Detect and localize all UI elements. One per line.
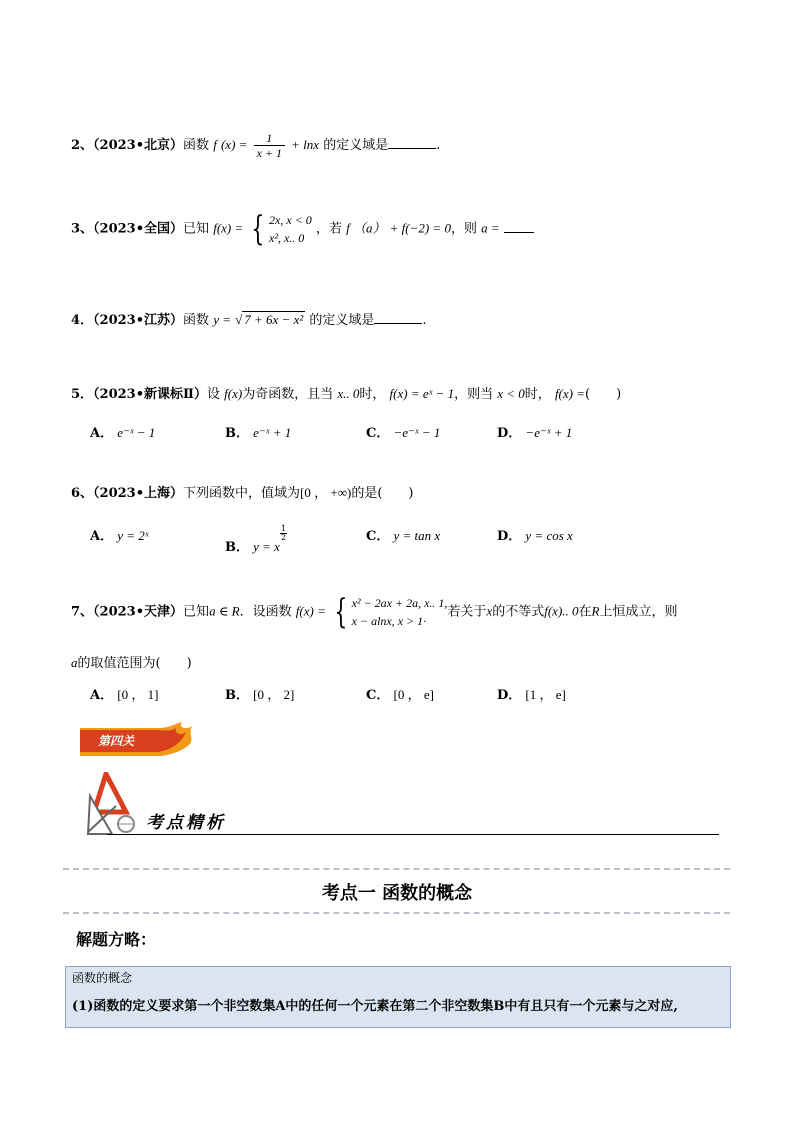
q7-option-d-text: [1 ， e]: [525, 687, 566, 702]
q6-range: [0 ， +∞): [300, 485, 352, 500]
q5-option-c[interactable]: [366, 422, 440, 441]
q5-t3: 时，: [359, 387, 386, 402]
q3-case-1: 2x, x < 0: [269, 213, 312, 227]
q5-text: 设: [207, 387, 221, 402]
q6-option-a-label: A．: [90, 529, 114, 544]
q6-number: 6、: [71, 486, 94, 501]
q7-option-b-text: [0 ， 2]: [253, 687, 295, 702]
q7-option-c-label: C．: [366, 688, 390, 703]
q7-option-a[interactable]: [90, 684, 158, 703]
q5-number: 5．: [71, 387, 94, 402]
q7-brace: {: [334, 592, 348, 632]
q7-line-2: [71, 652, 192, 671]
q2-frac-num: 1: [254, 131, 285, 146]
q2-text: 函数: [183, 138, 210, 153]
q4-end: .: [422, 313, 427, 328]
heading-bottom-rule: [63, 912, 730, 914]
q5-f3: f(x) =: [554, 386, 585, 401]
ruler-compass-icon: [86, 772, 146, 836]
question-4: [71, 309, 427, 328]
q7-option-c[interactable]: [366, 684, 434, 703]
q5-f2: f(x) = eˣ − 1: [389, 386, 455, 401]
q7-t2: ．设函数: [239, 604, 292, 620]
q7-t4: 的不等式: [492, 604, 545, 620]
q2-tail: + lnx: [291, 137, 320, 152]
q7-option-a-label: A．: [90, 688, 114, 703]
question-2: [71, 131, 440, 160]
q6-source: （2023•上海）: [93, 486, 184, 501]
section-underline: [107, 834, 719, 835]
banner-label: 第四关: [98, 734, 135, 748]
section-label: 考点精析: [146, 813, 226, 833]
q3-mid: ，若: [315, 221, 342, 237]
q7-source: （2023•天津）: [93, 604, 184, 620]
q7-case-1: x² − 2ax + 2a, x.. 1,: [351, 596, 448, 610]
heading-top-rule: [63, 868, 730, 870]
q4-text: 函数: [183, 313, 210, 328]
q5-option-a-text: e⁻ˣ − 1: [117, 425, 156, 440]
q5-cond: x.. 0: [337, 386, 360, 401]
q3-fx: f(x) =: [213, 220, 244, 236]
q5-option-d-text: −e⁻ˣ + 1: [525, 425, 573, 440]
question-3: [71, 211, 534, 247]
q7-t5: 在: [578, 604, 592, 620]
q2-after: 的定义域是: [323, 138, 389, 153]
q5-option-c-text: −e⁻ˣ − 1: [393, 425, 441, 440]
q6-option-c-label: C．: [366, 529, 390, 544]
q4-after: 的定义域是: [309, 313, 375, 328]
q2-source: （2023•北京）: [93, 138, 184, 153]
q5-option-b-label: B．: [225, 426, 249, 441]
q5-paren: ( ): [585, 387, 622, 402]
q7-option-d-label: D．: [497, 688, 522, 703]
q6-option-b-exponent: [280, 525, 287, 542]
q7-cases: [352, 594, 448, 630]
q5-t2: 为奇函数，且当: [242, 387, 334, 402]
q7-line2-text: 的取值范围为( ): [77, 656, 192, 671]
q5-source: （2023•新课标Ⅱ）: [93, 387, 207, 402]
q5-cond2: x < 0: [497, 386, 525, 401]
q2-farg: (x) =: [220, 137, 248, 152]
q7-ineq: f(x).. 0: [544, 603, 579, 619]
q3-case-2: x², x.. 0: [269, 231, 305, 245]
q3-text: 已知: [183, 221, 210, 237]
q6-option-b-base: y = x: [253, 539, 280, 554]
q2-number: 2、: [71, 138, 94, 153]
q6-option-b-label: B．: [225, 540, 249, 555]
q5-t5: 时，: [524, 387, 551, 402]
q4-source: （2023•江苏）: [93, 313, 184, 328]
q7-line2-a: a: [71, 655, 78, 670]
q6-option-d-text: y = cos x: [525, 528, 573, 543]
q7-option-a-text: [0 ， 1]: [117, 687, 159, 702]
q6-option-d-label: D．: [497, 529, 522, 544]
q3-a: a =: [481, 220, 500, 236]
q7-option-b-label: B．: [225, 688, 249, 703]
q3-cases: [269, 211, 312, 247]
q5-option-d-label: D．: [497, 426, 522, 441]
q7-t6: 上恒成立，则: [599, 604, 678, 620]
q6-option-c-text: y = tan x: [393, 528, 441, 543]
q5-f1: f(x): [224, 386, 243, 401]
concept-note-box: [65, 966, 731, 1028]
q5-option-a-label: A．: [90, 426, 114, 441]
q3-number: 3、: [71, 221, 94, 237]
q4-answer-blank[interactable]: [374, 311, 422, 324]
question-7: [71, 594, 678, 630]
q3-brace: {: [251, 209, 265, 249]
q3-fa: f （a）: [346, 220, 386, 236]
q3-answer-blank[interactable]: [504, 220, 534, 233]
q7-t3: 若关于: [447, 604, 487, 620]
question-6: [71, 482, 414, 501]
q7-option-d[interactable]: [497, 684, 566, 703]
q5-option-c-label: C．: [366, 426, 390, 441]
q4-number: 4．: [71, 313, 94, 328]
q7-ain: a ∈ R: [209, 603, 240, 619]
q7-option-c-text: [0 ， e]: [393, 687, 434, 702]
q6-t2: 的是: [351, 486, 378, 501]
q2-end: .: [436, 138, 441, 153]
q5-option-a[interactable]: [90, 422, 155, 441]
q7-xv: x: [486, 603, 493, 619]
q2-fname: f: [213, 137, 217, 152]
q3-then: ，则: [450, 221, 477, 237]
q5-t4: ，则当: [454, 387, 494, 402]
banner-flame-graphic: [78, 722, 196, 760]
question-5: [71, 383, 621, 402]
q2-frac-den: x + 1: [256, 146, 282, 160]
note-body: (1)函数的定义要求第一个非空数集A中的任何一个元素在第二个非空数集B中有且只有一个元素与之对应,: [72, 999, 678, 1014]
q6-option-c[interactable]: [366, 525, 440, 544]
q6-option-b[interactable]: [225, 525, 287, 555]
q7-fx: f(x) =: [295, 603, 326, 619]
topic-heading: 考点一 函数的概念: [321, 883, 473, 904]
q6-option-a-text: y = 2ˣ: [117, 528, 149, 543]
q2-answer-blank[interactable]: [388, 136, 436, 149]
q3-source: （2023•全国）: [93, 221, 184, 237]
q7-number: 7、: [71, 604, 94, 620]
section-header: [86, 772, 286, 836]
q6-text: 下列函数中，值域为: [183, 486, 301, 501]
q7-case-2: x − alnx, x > 1·: [351, 614, 427, 628]
q4-radicand: 7 + 6x − x²: [244, 312, 304, 327]
q7-text: 已知: [183, 604, 210, 620]
q6-exp-num: 1: [280, 524, 287, 533]
q4-expr: y =: [213, 312, 231, 327]
strategy-label: 解题方略：: [76, 930, 157, 949]
q7-R: R: [591, 603, 600, 619]
q4-radical: √ 7 + 6x − x²: [235, 312, 304, 327]
q7-option-b[interactable]: [225, 684, 294, 703]
q5-option-b-text: e⁻ˣ + 1: [253, 425, 292, 440]
q6-option-a[interactable]: [90, 525, 148, 544]
level-banner: [78, 722, 196, 760]
q6-option-d[interactable]: [497, 525, 573, 544]
q5-option-d[interactable]: [497, 422, 572, 441]
q3-plus: + f(−2) = 0: [389, 220, 451, 236]
q6-exp-den: 2: [280, 533, 287, 542]
q5-option-b[interactable]: [225, 422, 291, 441]
q2-fraction: [254, 131, 285, 160]
note-title: 函数的概念: [72, 971, 133, 985]
q6-paren: ( ): [377, 486, 414, 501]
